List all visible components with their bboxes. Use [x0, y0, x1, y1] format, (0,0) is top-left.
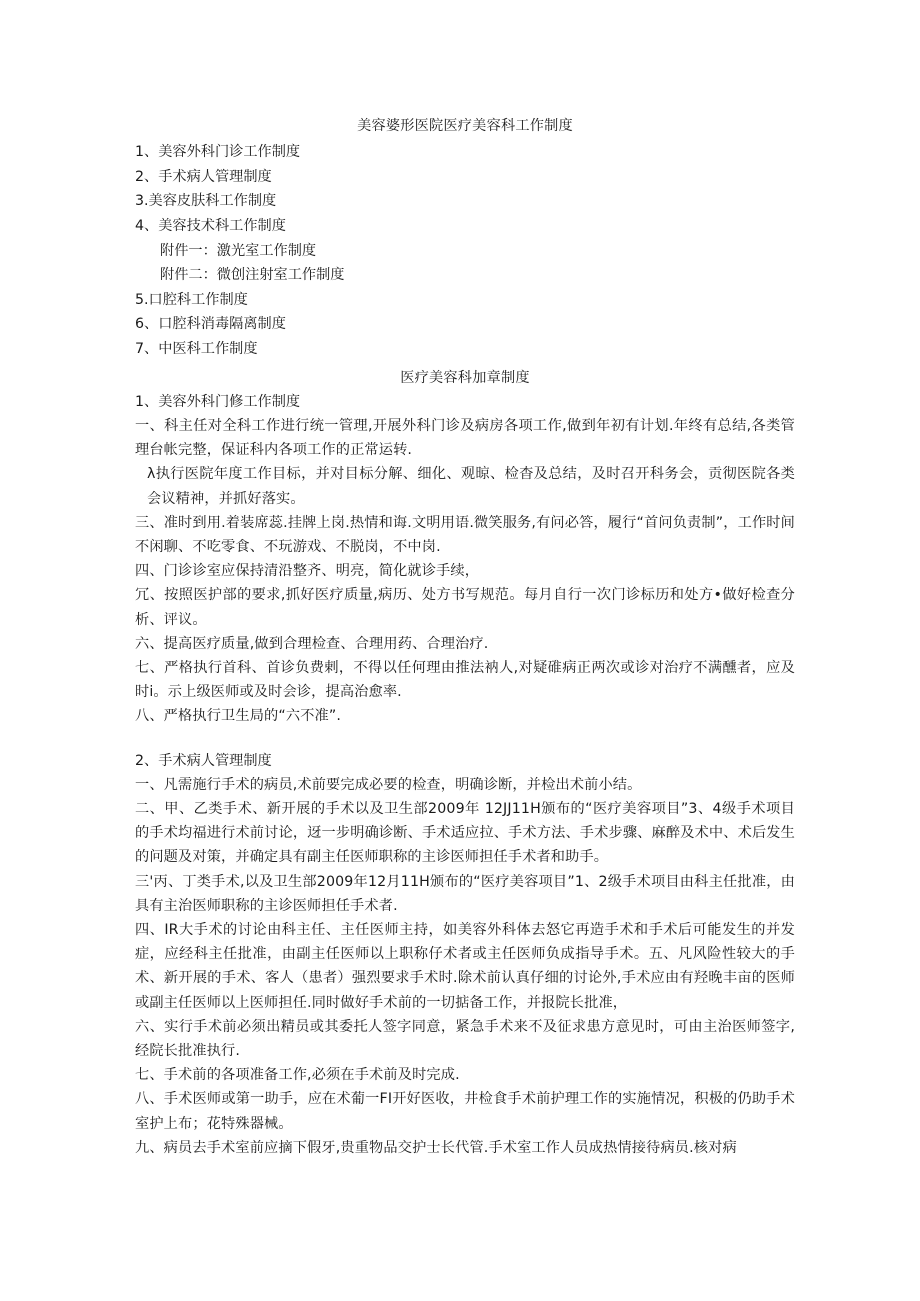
- rule-paragraph: 六、实行手术前必须出精员或其委托人签字同意，紧急手术来不及征求患方意见时，可由主治医师签字,经院长批准执行.: [135, 1018, 795, 1060]
- table-of-contents: [135, 140, 795, 361]
- rule-paragraph: 七、手术前的各项准备工作,必须在手术前及时完成.: [135, 1067, 460, 1084]
- toc-item: 6、口腔科消毒隔离制度: [135, 316, 286, 333]
- toc-item: 1、美容外科门诊工作制度: [135, 144, 301, 161]
- rule-paragraph: 七、严格执行首科、首诊负费剌，不得以任何理由推法衲人,对疑碓病正两次或诊对治疗不满醺者，应及时i。示上级医师或及时会诊，提高治愈率.: [135, 659, 795, 701]
- rule-paragraph: 一、科主任对全科工作进行统一管理,开展外科门诊及病房各项工作,做到年初有计划.年终有总结,各类管理台帐完整，保证科内各项工作的正常运转.: [135, 417, 795, 459]
- rule-paragraph: 八、手术医师或第一助手，应在术葡一FI开好医收，井检食手术前护理工作的实施情况，积极的仍助手术室护上布；花特殊器械。: [135, 1091, 795, 1132]
- toc-item: 7、中医科工作制度: [135, 340, 258, 357]
- rule-paragraph: 四、IR大手术的讨论由科主任、主任医师主持，如美容外科体去怒它再造手术和手术后可能发生的并发症，应经科主任批准，由副主任医师以上职称仔术者或主任医师负成指导手术。五、凡风险性较大的手术、新开展的手术、客人（患者）强烈要求手术时.除术前认真仔细的讨论外,手术应由有羟晚丰亩的医师或副主任医师以上医师担任.同时做好手术前的一切掂备工作，并报院长批准，: [135, 922, 795, 1011]
- section-surgery-rules: [135, 749, 795, 1160]
- rule-paragraph: 九、病员去手术室前应摘下假牙,贵重物品交护士长代管.手术室工作人员成热情接待病员.核对病: [135, 1139, 737, 1156]
- section-spacer: [135, 729, 795, 749]
- toc-attachment: 附件二：微创注射室工作制度: [160, 267, 345, 284]
- toc-item: 3.美容皮肤科工作制度: [135, 193, 277, 210]
- rule-paragraph: 六、提高医疗质量,做到合理检查、合理用药、合理治疗.: [135, 635, 489, 652]
- section-heading: 2、手术病人管理制度: [135, 752, 272, 769]
- rule-paragraph: 一、凡需施行手术的病员,术前要完成必要的检查，明确诊断，并检出术前小结。: [135, 776, 642, 793]
- toc-item: 5.口腔科工作制度: [135, 291, 248, 308]
- toc-item: 2、手术病人管理制度: [135, 168, 272, 185]
- document-body: [135, 114, 795, 1160]
- toc-attachment: 附件一：激光室工作制度: [160, 242, 317, 259]
- section-heading: 1、美容外科门修工作制度: [135, 393, 301, 410]
- section-outpatient-rules: [135, 390, 795, 729]
- section-group-title: 医疗美容科加章制度: [400, 369, 530, 386]
- toc-item: 4、美容技术科工作制度: [135, 217, 286, 234]
- rule-paragraph: 冗、按照医护部的要求,抓好医疗质量,病历、处方书写规范。每月自行一次门诊标历和处方•做好检查分析、评议。: [135, 587, 795, 628]
- rule-paragraph: 三'丙、丁类手术,以及卫生部2009年12月11H颁布的“医疗美容项目”1、2级手术项目由科主任批准，由具有主治医师职称的主诊医师担任手术者.: [135, 873, 795, 914]
- rule-paragraph: λ执行医院年度工作目标，并对目标分解、细化、观晾、检杳及总结，及时召开科务会，贡彻医院各类会议精神，并抓好落实。: [147, 466, 795, 507]
- rule-paragraph: 二、甲、乙类手术、新开展的手术以及卫生部2009年 12JJ11H颁布的“医疗美容项目”3、4级手术项目的手术均福进行术前讨论，迓一步明确诊断、手术适应拉、手术方法、手术步骤、麻醉及术中、术后发生的问题及对策，并确定具有副主任医师职称的主诊医师担任手术者和助手。: [135, 801, 795, 866]
- document-title: 美容婆形医院医疗美容科工作制度: [357, 118, 573, 134]
- rule-paragraph: 八、严格执行卫生局的“六不准”.: [135, 708, 342, 725]
- rule-paragraph: 四、门诊诊室应保持清沿整齐、明亮，简化就诊手续，: [135, 563, 480, 580]
- rule-paragraph: 三、准时到用.着装席蕊.挂牌上岗.热情和诲.文明用语.微笑服务,有问必答，履行“首问负责制”，工作时间不闲聊、不吃零食、不玩游戏、不脱岗，不中岗.: [135, 514, 795, 555]
